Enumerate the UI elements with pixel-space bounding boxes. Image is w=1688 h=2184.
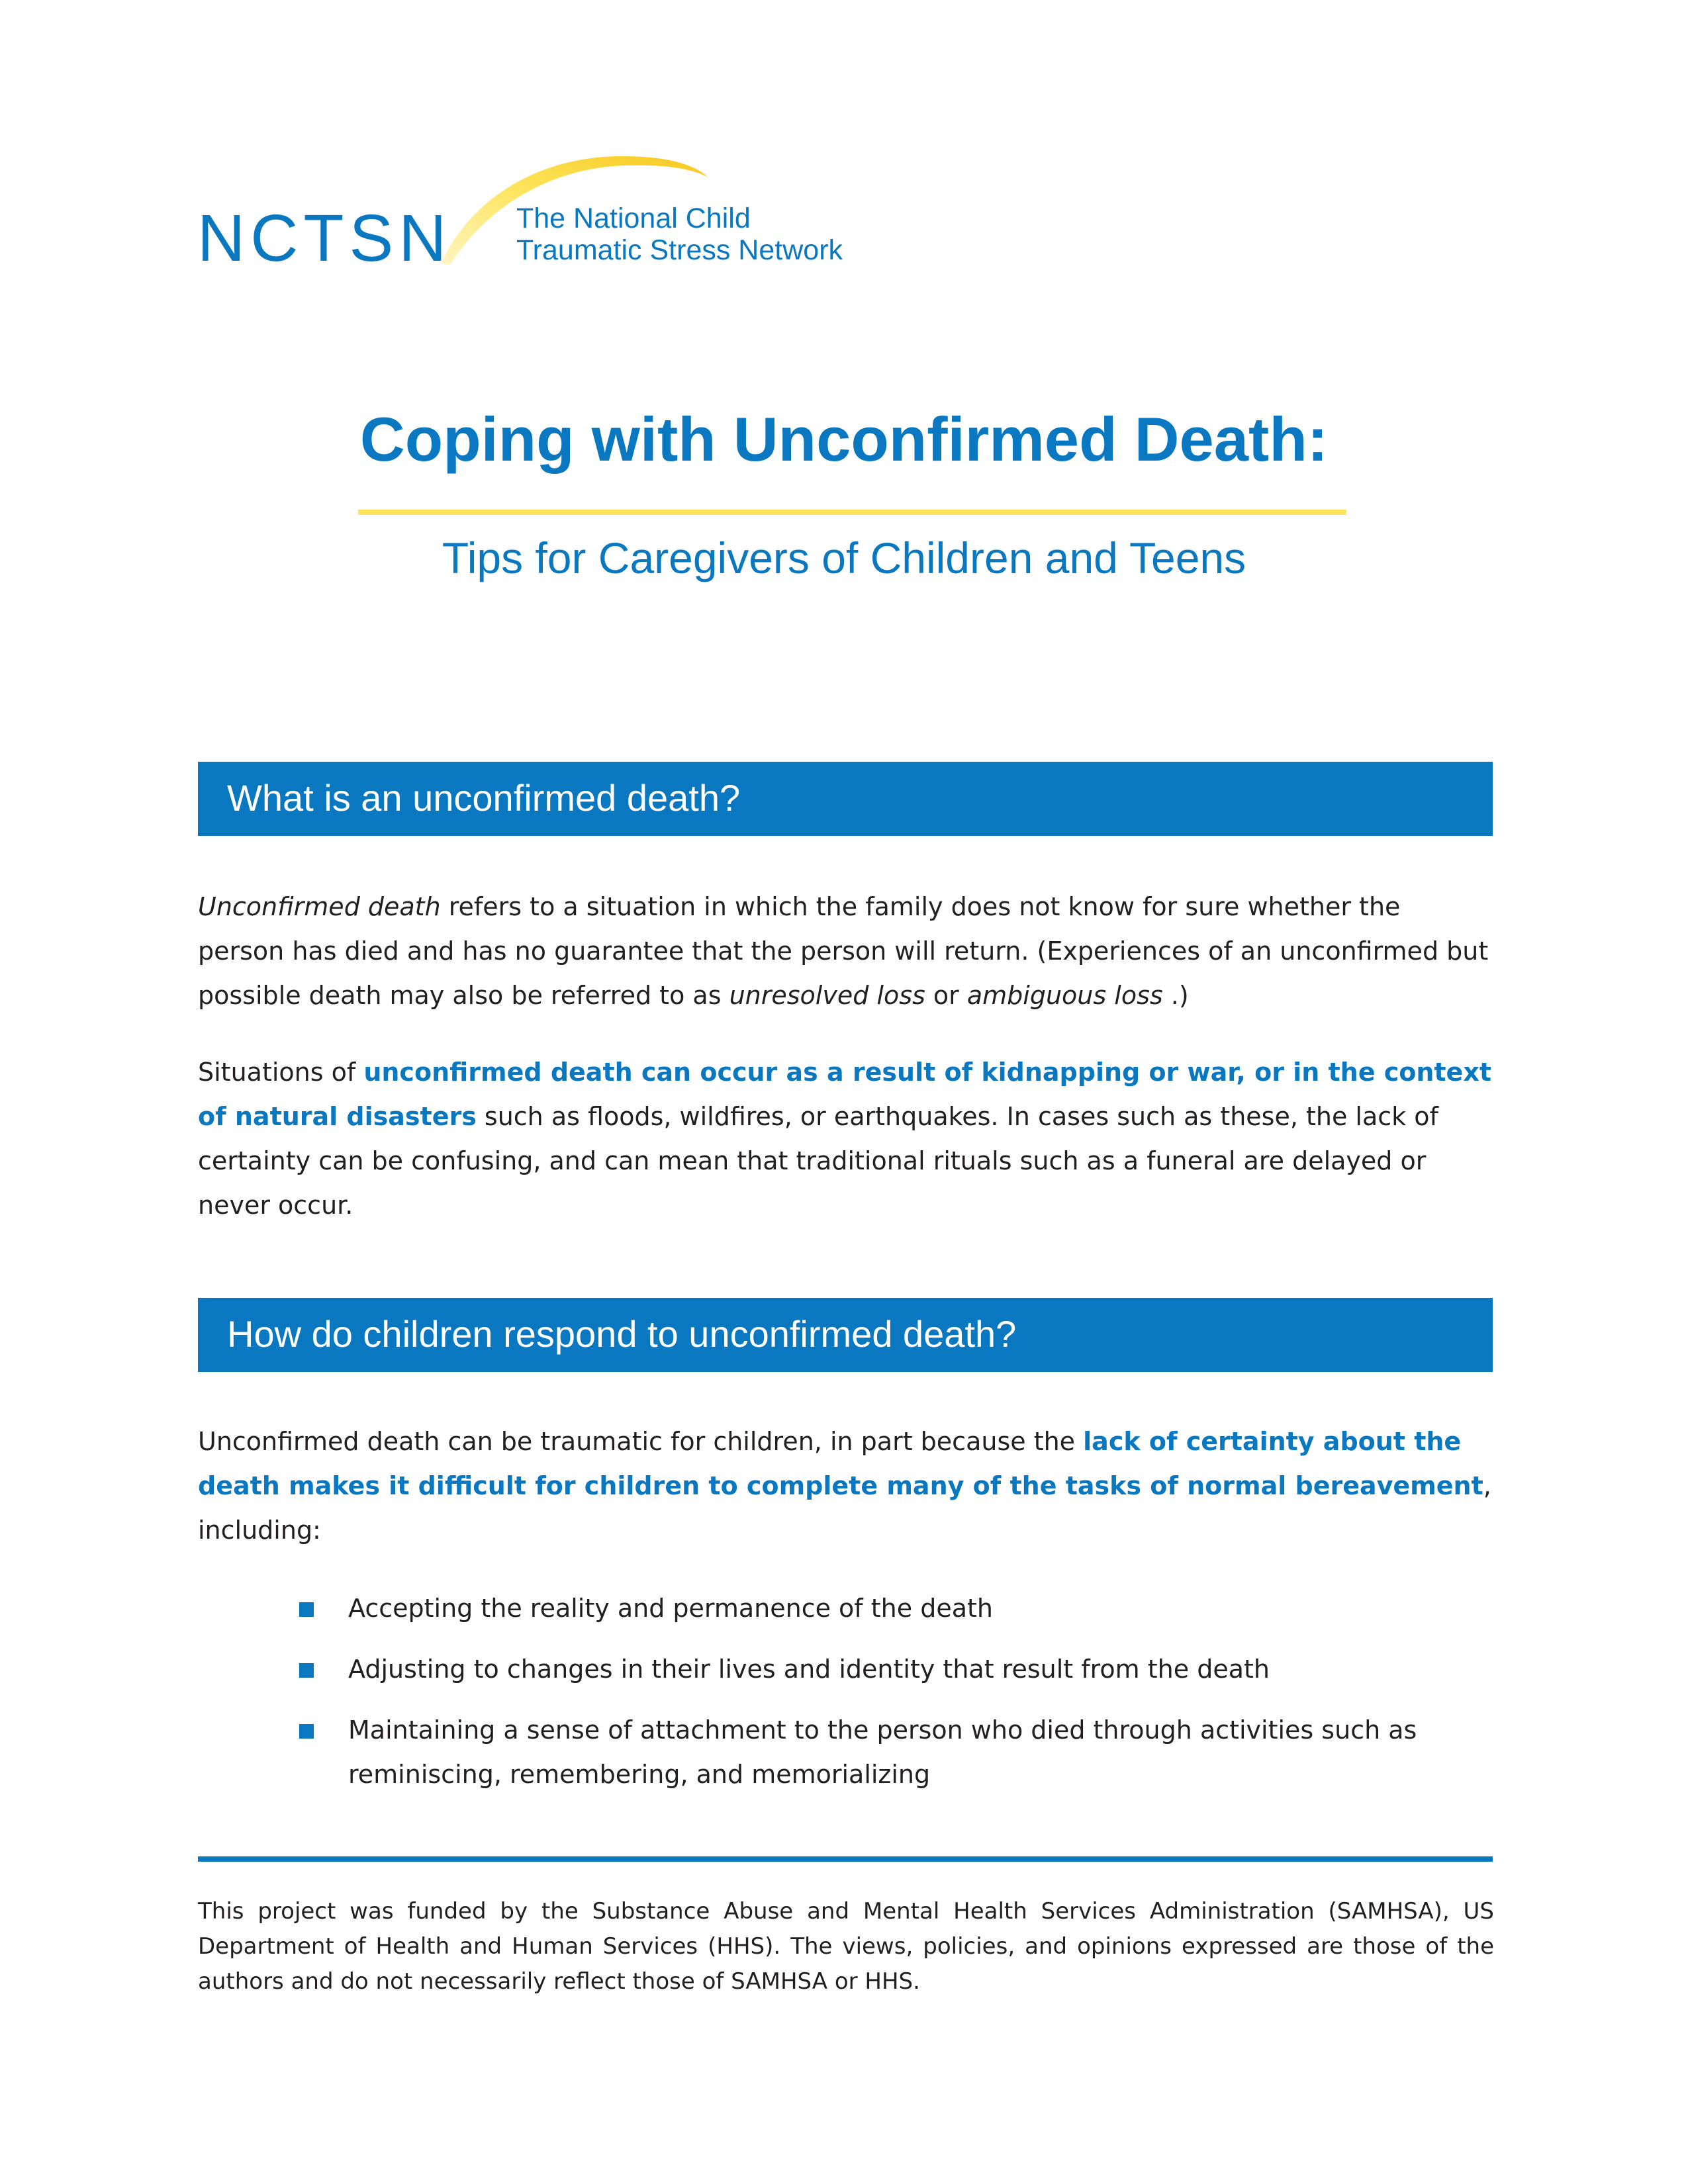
square-bullet-icon [299, 1724, 314, 1739]
list-item-text: Maintaining a sense of attachment to the person who died through activities such as reminiscing, remembering, and memorializing [348, 1715, 1417, 1789]
logo-name-line2: Traumatic Stress Network [516, 234, 843, 266]
term-unresolved-loss: unresolved loss [729, 981, 925, 1010]
title-divider [358, 510, 1346, 515]
list-item-text: Adjusting to changes in their lives and identity that result from the death [348, 1655, 1270, 1684]
section-heading: What is an unconfirmed death? [227, 777, 741, 819]
highlighted-text: unconfirmed death can occur as a result of kidnapping or war, or in the context of natural disasters [198, 1058, 1492, 1131]
section-heading: How do children respond to unconfirmed death? [227, 1313, 1017, 1355]
list-item [299, 1647, 1491, 1692]
funding-disclaimer: This project was funded by the Substance Abuse and Mental Health Services Administration (SAMHSA), US Department of Health and Human Services (HHS). The views, policies, and opinions expressed are those of the authors and do not necessarily reflect those of SAMHSA or HHS. [198, 1898, 1494, 1995]
page-subtitle: Tips for Caregivers of Children and Teens [442, 533, 1246, 582]
paragraph [198, 1050, 1494, 1228]
paragraph [198, 1420, 1494, 1553]
paragraph-text: refers to a situation in which the family does not know for sure whether the person has died and has no guarantee that the person will return. (Experiences of an unconfirmed but possible death may also be referred to as [198, 892, 1489, 1010]
paragraph-text: Situations of [198, 1058, 364, 1087]
paragraph-text: , including: [198, 1471, 1491, 1545]
term-ambiguous-loss: ambiguous loss [966, 981, 1163, 1010]
square-bullet-icon [299, 1602, 314, 1617]
highlighted-text: lack of certainty about the death makes it difficult for children to complete many of the tasks of normal bereavement [198, 1427, 1483, 1500]
logo-acronym: NCTSN [197, 201, 452, 275]
paragraph [198, 885, 1494, 1018]
paragraph-text: .) [1162, 981, 1189, 1010]
square-bullet-icon [299, 1663, 314, 1678]
logo-name [516, 203, 843, 266]
section-heading-bar [198, 1298, 1493, 1372]
term-unconfirmed-death: Unconfirmed death [198, 892, 441, 921]
page-title: Coping with Unconfirmed Death: [359, 404, 1329, 474]
section-heading-bar [198, 762, 1493, 836]
list-item-text: Accepting the reality and permanence of the death [348, 1594, 993, 1623]
nctsn-logo [197, 151, 859, 277]
bullet-list [299, 1586, 1491, 1797]
paragraph-text: Unconfirmed death can be traumatic for children, in part because the [198, 1427, 1084, 1456]
paragraph-text: such as floods, wildfires, or earthquakes. In cases such as these, the lack of certainty can be confusing, and can mean that traditional rituals such as a funeral are delayed or never occur. [198, 1102, 1438, 1220]
logo-name-line1: The National Child [516, 203, 751, 234]
footer-divider [198, 1856, 1493, 1862]
paragraph-text: or [925, 981, 967, 1010]
list-item [299, 1586, 1491, 1631]
list-item [299, 1708, 1491, 1797]
